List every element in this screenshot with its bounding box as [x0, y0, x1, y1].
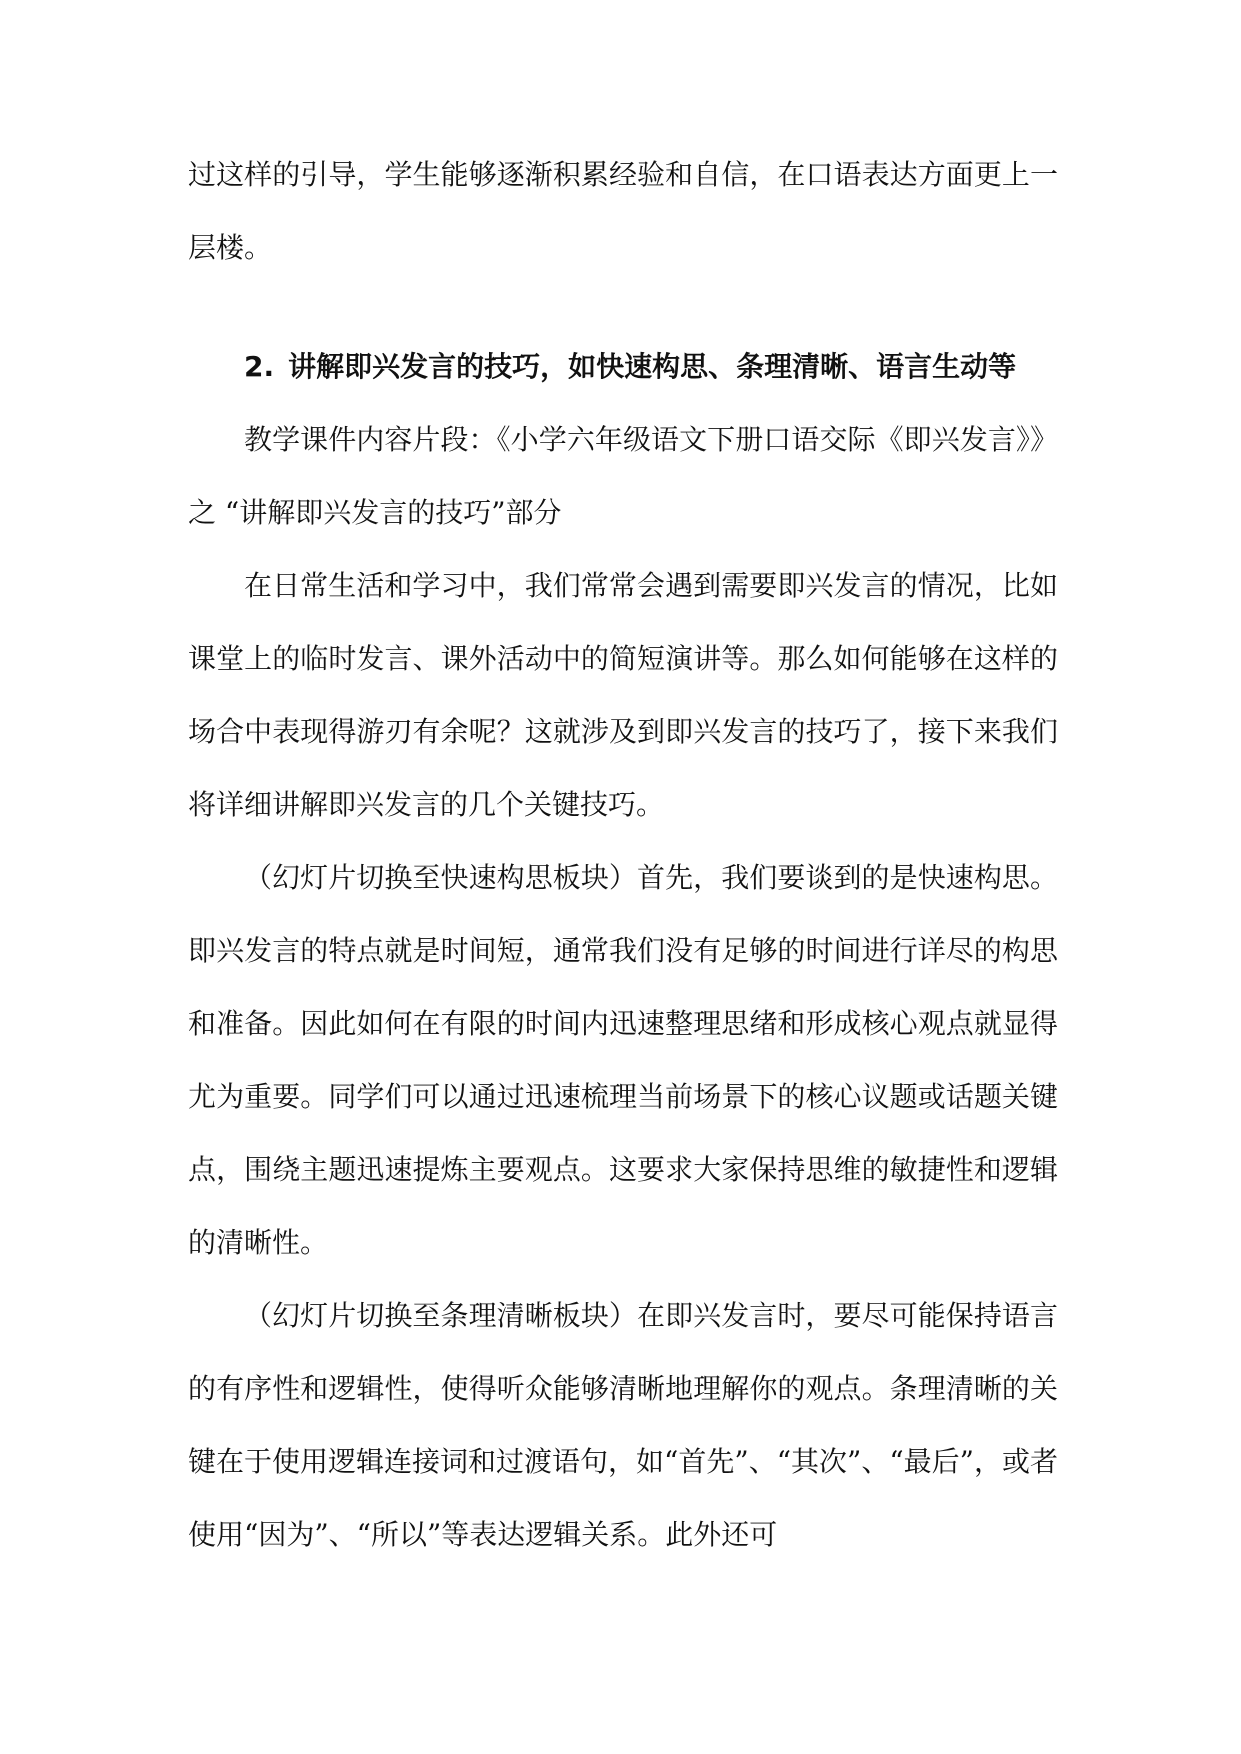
paragraph-courseware: 教学课件内容片段：《小学六年级语文下册口语交际《即兴发言》》之 “讲解即兴发言的技巧”部分: [188, 423, 1058, 529]
section-number: 2.: [244, 350, 275, 383]
paragraph-intro: 在日常生活和学习中，我们常常会遇到需要即兴发言的情况，比如课堂上的临时发言、课外活动中的简短演讲等。那么如何能够在这样的场合中表现得游刃有余呢？这就涉及到即兴发言的技巧了，接下来我们将详细讲解即兴发言的几个关键技巧。: [188, 569, 1058, 821]
paragraph-clear-structure: （幻灯片切换至条理清晰板块）在即兴发言时，要尽可能保持语言的有序性和逻辑性，使得听众能够清晰地理解你的观点。条理清晰的关键在于使用逻辑连接词和过渡语句，如“首先”、“其次”、“最后”，或者使用“因为”、“所以”等表达逻辑关系。此外还可: [188, 1299, 1058, 1551]
section-heading: [188, 330, 1058, 403]
paragraph-quick-thinking: （幻灯片切换至快速构思板块）首先，我们要谈到的是快速构思。即兴发言的特点就是时间短，通常我们没有足够的时间进行详尽的构思和准备。因此如何在有限的时间内迅速整理思绪和形成核心观点就显得尤为重要。同学们可以通过迅速梳理当前场景下的核心议题或话题关键点，围绕主题迅速提炼主要观点。这要求大家保持思维的敏捷性和逻辑的清晰性。: [188, 861, 1058, 1259]
section-title: 讲解即兴发言的技巧，如快速构思、条理清晰、语言生动等: [288, 350, 1017, 383]
paragraph-continuation: 过这样的引导，学生能够逐渐积累经验和自信，在口语表达方面更上一层楼。: [188, 158, 1058, 264]
document-page: [188, 138, 1058, 1571]
